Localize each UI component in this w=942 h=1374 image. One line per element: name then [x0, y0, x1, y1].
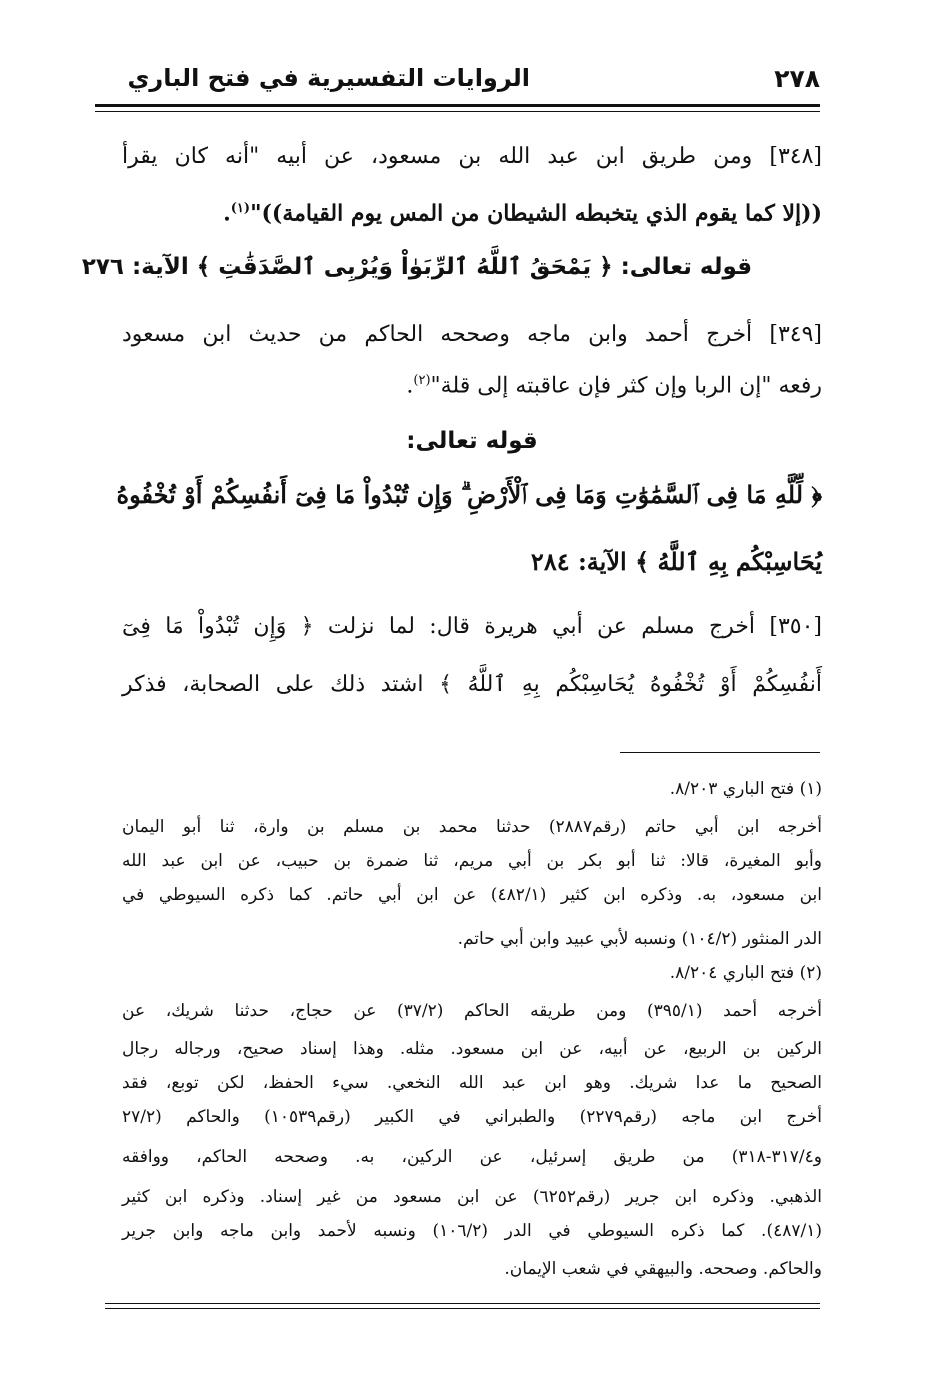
- header-rule: [95, 104, 820, 107]
- bottom-rule-second: [105, 1308, 820, 1309]
- footnote-2-line-3: الصحيح ما عدا شريك. وهو ابن عبد الله النخعي. سيء الحفظ، لكن توبع، فقد: [122, 1073, 822, 1093]
- footnote-separator: [620, 752, 820, 753]
- footnote-2-line-1: أخرجه أحمد (٣٩٥/١) ومن طريقه الحاكم (٣٧/٢) عن حجاج، حدثنا شريك، عن: [122, 1001, 822, 1021]
- narration-350-line-2: أَنفُسِكُمْ أَوْ تُخْفُوهُ يُحَاسِبْكُم بِهِ ٱللَّهُ ﴾ اشتد ذلك على الصحابة، فذكر: [122, 672, 822, 697]
- footnote-2-line-2: الركين بن الربيع، عن أبيه، عن ابن مسعود. مثله. وهذا إسناد صحيح، ورجاله رجال: [122, 1039, 822, 1059]
- narration-349-line-2: [406, 364, 822, 403]
- footnote-1-line-1: أخرجه ابن أبي حاتم (رقم٢٨٨٧) حدثنا محمد بن مسلم بن وارة، ثنا أبو اليمان: [122, 817, 822, 837]
- footnote-2-line-7: (٤٨٧/١). كما ذكره السيوطي في الدر (١٠٦/٢) ونسبه لأحمد وابن ماجه وابن جرير: [122, 1221, 822, 1241]
- page-number: ٢٧٨: [774, 64, 820, 93]
- narration-348-line-1: [٣٤٨] ومن طريق ابن عبد الله بن مسعود، عن أبيه "أنه كان يقرأ: [122, 144, 822, 169]
- verse-heading-284-label: قوله تعالى:: [406, 428, 538, 454]
- footnote-1-line-3: ابن مسعود، به. وذكره ابن كثير (٤٨٢/١) عن ابن أبي حاتم. كما ذكره السيوطي في: [122, 885, 822, 905]
- narration-349-end: .: [406, 373, 414, 399]
- narration-348-end: .: [223, 200, 231, 227]
- verse-heading-276: قوله تعالى: ﴿ يَمْحَقُ ٱللَّهُ ٱلرِّبَوٰاْ وَيُرْبِى ٱلصَّدَقَٰتِ ﴾ الآية: ٢٧٦: [81, 254, 752, 280]
- verse-284-line-2: يُحَاسِبْكُم بِهِ ٱللَّهُ ﴾ الآية: ٢٨٤: [530, 547, 822, 576]
- narration-350-line-1: [٣٥٠] أخرج مسلم عن أبي هريرة قال: لما نزلت ﴿ وَإِن تُبْدُواْ مَا فِىٓ: [122, 614, 822, 639]
- footnote-ref-1: (١): [230, 201, 251, 216]
- footnote-1-line-2: وأبو المغيرة، قالا: ثنا أبو بكر بن أبي مريم، ثنا ضمرة بن حبيب، عن ابن عبد الله: [122, 851, 822, 871]
- verse-284-line-1: ﴿ لِّلَّهِ مَا فِى ٱلسَّمَٰوَٰتِ وَمَا فِى ٱلْأَرْضِ ۗ وَإِن تُبْدُواْ مَا فِىٓ أَنفُسِكُمْ أَوْ تُخْفُوهُ: [116, 480, 822, 509]
- footnote-2-line-5: و٣١٧/٤-٣١٨) من طريق إسرئيل، عن الركين، به. وصححه الحاكم، ووافقه: [122, 1147, 822, 1167]
- narration-348-quote: ((إلا كما يقوم الذي يتخبطه الشيطان من المس يوم القيامة))": [250, 200, 822, 227]
- running-header: [95, 62, 820, 102]
- narration-349-line-1: [٣٤٩] أخرج أحمد وابن ماجه وصححه الحاكم من حديث ابن مسعود: [122, 322, 822, 347]
- footnote-ref-2: (٢): [413, 373, 431, 388]
- footnote-1-line-4: الدر المنثور (١٠٤/٢) ونسبه لأبي عبيد وابن أبي حاتم.: [457, 929, 822, 949]
- narration-349-text: رفعه "إن الربا وإن كثر فإن عاقبته إلى قلة": [430, 373, 822, 399]
- header-rule-thin: [95, 111, 820, 112]
- footnote-1-heading: (١) فتح الباري ٨/٢٠٣.: [669, 779, 822, 799]
- footnote-2-line-6: الذهبي. وذكره ابن جرير (رقم٦٢٥٢) عن ابن مسعود من غير إسناد. وذكره ابن كثير: [122, 1187, 822, 1207]
- bottom-rule: [105, 1303, 820, 1304]
- footnote-2-line-8: والحاكم. وصححه. والبيهقي في شعب الإيمان.: [504, 1259, 822, 1279]
- running-title: الروايات التفسيرية في فتح الباري: [127, 64, 530, 92]
- footnote-2-heading: (٢) فتح الباري ٨/٢٠٤.: [669, 963, 822, 983]
- footnote-2-line-4: أخرج ابن ماجه (رقم٢٢٧٩) والطبراني في الكبير (رقم١٠٥٣٩) والحاكم (٢٧/٢: [122, 1107, 822, 1127]
- narration-348-line-2: [223, 192, 822, 230]
